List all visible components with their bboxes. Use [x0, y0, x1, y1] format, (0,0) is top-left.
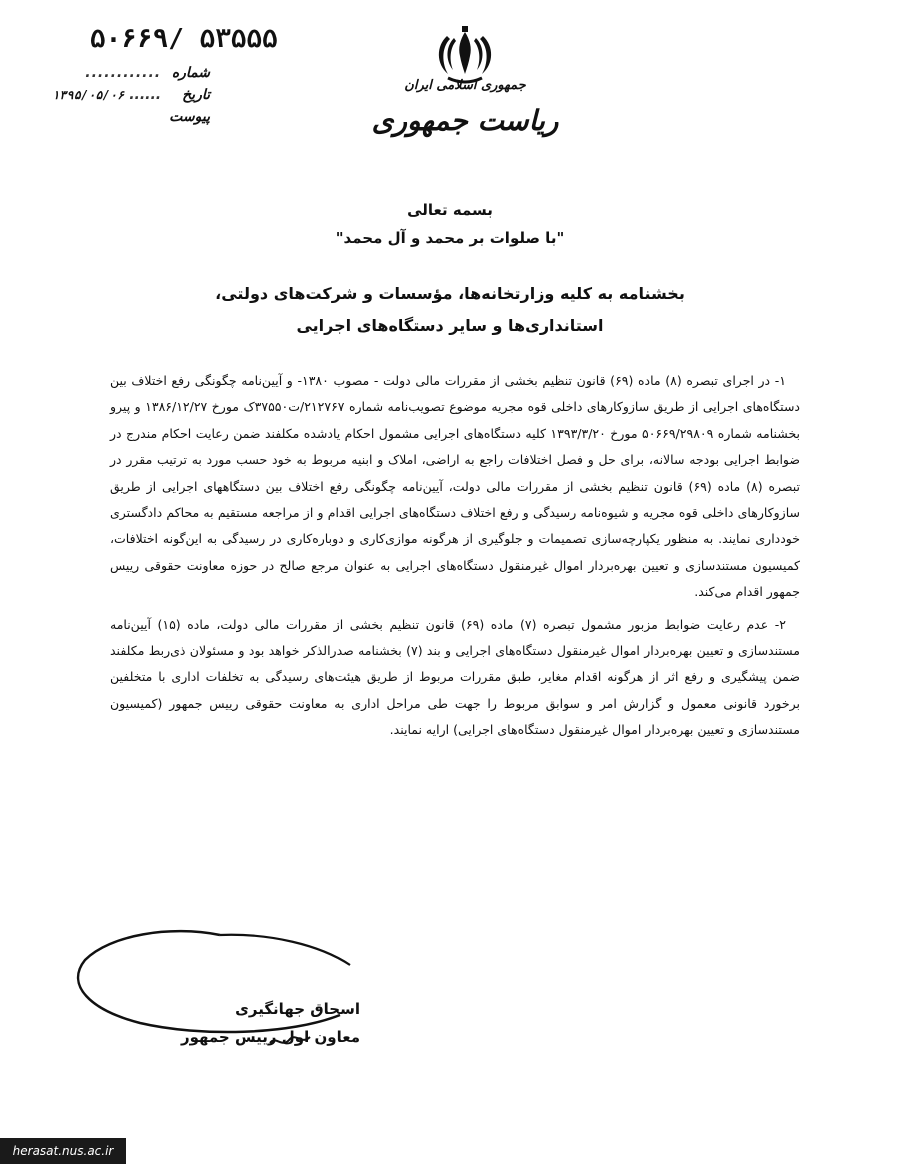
meta-number-label: شماره [171, 65, 210, 81]
invocation [200, 196, 700, 252]
addressee-line-1: بخشنامه به کلیه وزارتخانه‌ها، مؤسسات و شرکت‌های دولتی، [215, 284, 685, 303]
invocation-line-2: "با صلوات بر محمد و آل محمد" [335, 229, 565, 247]
iran-emblem-icon [420, 26, 510, 86]
meta-date-value: ۱۳۹۵/۰۵/۰۶ [52, 88, 125, 102]
reference-number: ۵۰۶۶۹/ ۵۳۵۵۵ [90, 24, 278, 54]
letter-body [110, 368, 800, 750]
emblem-caption: جمهوری اسلامی ایران [404, 78, 526, 93]
addressee-line-2: استانداری‌ها و سایر دستگاه‌های اجرایی [296, 316, 604, 335]
signer-title: معاون اول رییس جمهور [180, 1028, 360, 1046]
body-paragraph-2: ۲- عدم رعایت ضوابط مزبور مشمول تبصره (۷) ماده (۶۹) قانون تنظیم بخشی از مقررات مالی دولت، ماده (۱۵) آیین‌نامه مستندسازی و تعیین بهره‌بردار اموال غیرمنقول دستگاه‌های اجرایی و بند (۷) بخشنامه صدرالذکر خواهد بود و مسئولان ذی‌ربط مکلفند ضمن پیشگیری و رفع اثر از هرگونه اقدام مغایر، طبق مقررات مربوط از طریق هیئت‌های رسیدگی به تخلفات اداری با متخلفین برخورد قانونی معمول و گزارش امر و سوابق مربوط را جهت طی مراحل اداری به معاونت حقوقی رییس جمهور (کمیسیون مستندسازی و تعیین بهره‌بردار اموال غیرمنقول دستگاه‌های اجرایی) ارایه نمایند. [110, 616, 800, 738]
invocation-line-1: بسمه تعالی [407, 201, 493, 219]
site-watermark: herasat.nus.ac.ir [0, 1138, 126, 1164]
meta-date-row [40, 84, 210, 106]
meta-number-dots: ............ [85, 65, 162, 81]
meta-attachment-label: پیوست [169, 109, 210, 125]
body-paragraph-1: ۱- در اجرای تبصره (۸) ماده (۶۹) قانون تنظیم بخشی از مقررات مالی دولت - مصوب ۱۳۸۰- و آیین‌نامه چگونگی رفع اختلاف بین دستگاه‌های اجرایی از طریق سازوکارهای داخلی قوه مجریه موضوع تصویب‌نامه شماره ۲۱۲۷۶۷/ت۳۷۵۵۰ک مورخ ۱۳۸۶/۱۲/۲۷ و پیرو بخشنامه شماره ۵۰۶۶۹/۲۹۸۰۹ مورخ ۱۳۹۳/۳/۲۰ کلیه دستگاه‌های اجرایی مشمول احکام یادشده مکلفند ضمن رعایت احکام مندرج در ضوابط اجرایی بودجه سالانه، برای حل و فصل اختلافات راجع به اراضی، املاک و ابنیه مربوط به خود حسب مورد به ترتیب مقرر در تبصره (۸) ماده (۶۹) قانون تنظیم بخشی از مقررات مالی دولت، آیین‌نامه چگونگی رفع اختلاف بین دستگاههای اجرایی از طریق سازوکارهای داخلی قوه مجریه و شیوه‌نامه رسیدگی و رفع اختلاف دستگاه‌های اجرایی اقدام و از مراجعه مستقیم به محاکم دادگستری خودداری نمایند. به منظور یکپارچه‌سازی تصمیمات و جلوگیری از هرگونه موازی‌کاری و دوباره‌کاری در رسیدگی به این‌گونه اختلافات، کمیسیون مستندسازی و تعیین بهره‌بردار اموال غیرمنقول دستگاه‌های اجرایی به عنوان مرجع صالح در حوزه معاونت حقوقی رییس جمهور اقدام می‌کند. [110, 373, 801, 600]
signer-block [150, 995, 360, 1051]
meta-date-dots: ...... [129, 87, 162, 103]
signer-name: اسحاق جهانگیری [235, 1000, 360, 1018]
addressee [150, 278, 750, 342]
meta-date-label: تاریخ [182, 87, 210, 103]
meta-number-row [40, 62, 210, 84]
office-title: ریاست جمهوری [371, 104, 559, 137]
meta-attachment-row [40, 106, 210, 128]
letter-meta [40, 62, 210, 128]
